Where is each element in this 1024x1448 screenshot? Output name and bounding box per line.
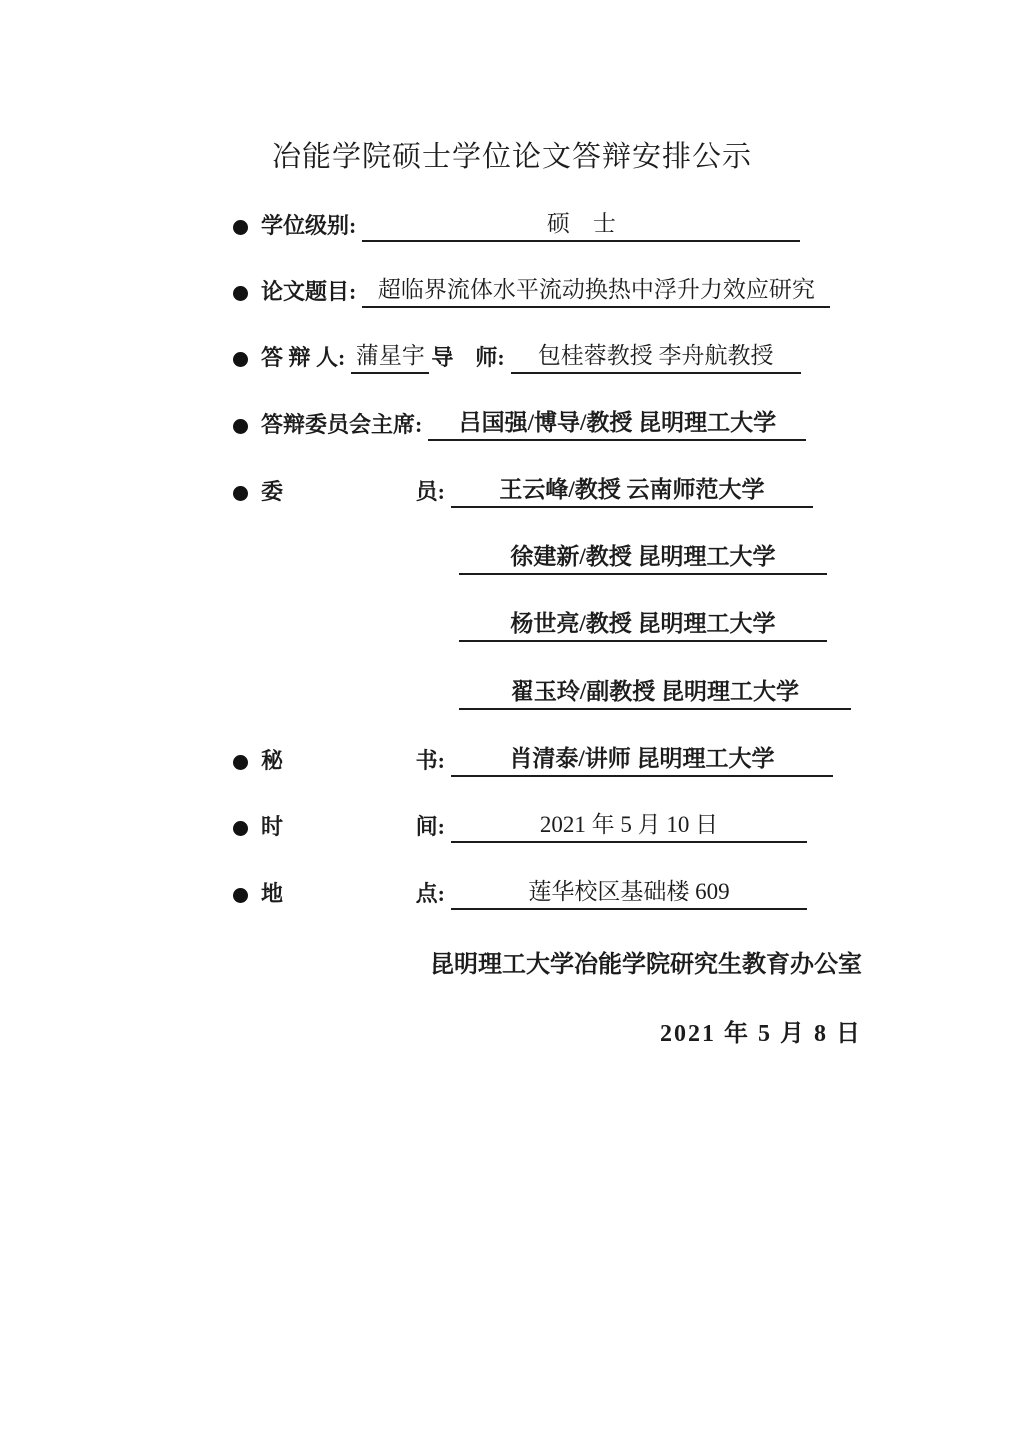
bullet-icon <box>233 286 248 301</box>
row-committee-chair <box>233 403 806 441</box>
committee-member-label-left: 委 <box>261 479 284 504</box>
secretary-label <box>261 745 445 777</box>
row-secretary <box>233 739 833 777</box>
place-value: 莲华校区基础楼 609 <box>451 875 807 910</box>
committee-member-label-right: 员: <box>415 479 445 504</box>
committee-member-4-value: 翟玉玲/副教授 昆明理工大学 <box>459 675 851 710</box>
committee-chair-value: 吕国强/博导/教授 昆明理工大学 <box>428 406 806 441</box>
bullet-icon <box>233 821 248 836</box>
bullet-icon <box>233 486 248 501</box>
thesis-title-value: 超临界流体水平流动换热中浮升力效应研究 <box>362 273 830 308</box>
secretary-value: 肖清泰/讲师 昆明理工大学 <box>451 742 833 777</box>
bullet-icon <box>233 755 248 770</box>
bullet-icon <box>233 419 248 434</box>
defender-name-value: 蒲星宇 <box>351 339 429 374</box>
place-label <box>261 878 445 910</box>
row-committee-member-2 <box>453 537 827 575</box>
row-committee-member-4 <box>453 672 851 710</box>
degree-level-value: 硕 士 <box>362 207 800 242</box>
signature-office: 昆明理工大学冶能学院研究生教育办公室 <box>430 952 862 978</box>
row-degree-level <box>233 204 800 242</box>
place-label-right: 点: <box>415 881 445 906</box>
row-time <box>233 805 807 843</box>
time-label <box>261 811 445 843</box>
secretary-label-left: 秘 <box>261 748 284 773</box>
bullet-icon <box>233 220 248 235</box>
time-label-right: 间: <box>415 814 445 839</box>
degree-level-label: 学位级别: <box>261 213 357 238</box>
place-label-left: 地 <box>261 881 284 906</box>
thesis-title-label: 论文题目: <box>261 279 357 304</box>
bullet-icon <box>233 888 248 903</box>
signature-date: 2021 年 5 月 8 日 <box>660 1021 862 1047</box>
row-thesis-title <box>233 270 830 308</box>
row-defender <box>233 336 801 374</box>
committee-member-label <box>261 476 445 508</box>
tutor-names-value: 包桂蓉教授 李舟航教授 <box>511 339 801 374</box>
secretary-label-right: 书: <box>415 748 445 773</box>
row-committee-member-3 <box>453 604 827 642</box>
committee-member-1-value: 王云峰/教授 云南师范大学 <box>451 473 813 508</box>
page-title: 冶能学院硕士学位论文答辩安排公示 <box>271 141 752 173</box>
tutor-label: 导 师: <box>431 345 505 370</box>
committee-chair-label: 答辩委员会主席: <box>261 412 423 437</box>
bullet-icon <box>233 352 248 367</box>
committee-member-2-value: 徐建新/教授 昆明理工大学 <box>459 540 827 575</box>
row-place <box>233 872 807 910</box>
defender-label: 答 辩 人: <box>261 345 346 370</box>
time-value: 2021 年 5 月 10 日 <box>451 808 807 843</box>
time-label-left: 时 <box>261 814 284 839</box>
row-committee-member-1 <box>233 470 813 508</box>
committee-member-3-value: 杨世亮/教授 昆明理工大学 <box>459 607 827 642</box>
